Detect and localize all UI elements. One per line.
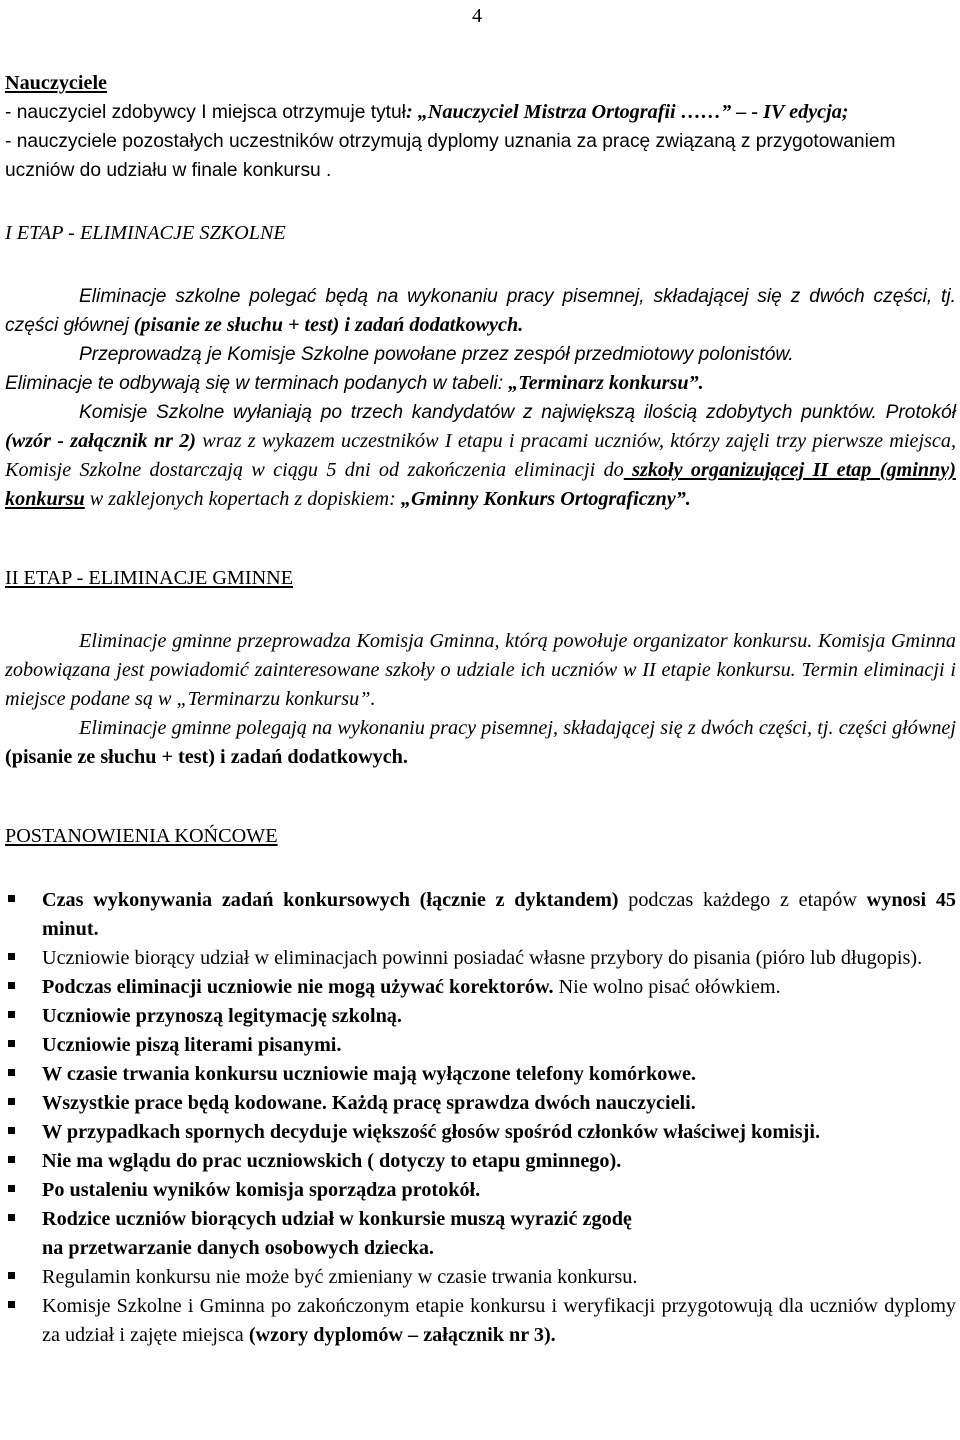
list-item: Nie ma wglądu do prac uczniowskich ( dotyczy to etapu gminnego). — [5, 1147, 956, 1176]
list-item: Uczniowie piszą literami pisanymi. — [5, 1031, 956, 1060]
bullet-square-icon — [8, 1040, 15, 1047]
etap1-title: I ETAP - ELIMINACJE SZKOLNE — [5, 222, 286, 244]
bullet-square-icon — [8, 1156, 15, 1163]
page-number: 4 — [472, 5, 483, 27]
bullet-square-icon — [8, 953, 15, 960]
list-item: Uczniowie przynoszą legitymację szkolną. — [5, 1002, 956, 1031]
bullet-square-icon — [8, 1272, 15, 1279]
document-body — [5, 69, 956, 1350]
etap1-paragraph-1: Eliminacje szkolne polegać będą na wykonaniu pracy pisemnej, składającej się z dwóch części, tj. części głównej (pisanie ze słuchu + test) i zadań dodatkowych. — [5, 286, 956, 336]
bullet-square-icon — [8, 1069, 15, 1076]
bullet-square-icon — [8, 1214, 15, 1221]
bullet-square-icon — [8, 895, 15, 902]
list-item: Uczniowie biorący udział w eliminacjach powinni posiadać własne przybory do pisania (pióro lub długopis). — [5, 944, 956, 973]
etap1-paragraph-2: Przeprowadzą je Komisje Szkolne powołane przez zespół przedmiotowy polonistów. — [79, 344, 794, 365]
list-item: W przypadkach spornych decyduje większość głosów spośród członków właściwej komisji. — [5, 1118, 956, 1147]
list-item: Rodzice uczniów biorących udział w konkursie muszą wyrazić zgodę na przetwarzanie danych osobowych dziecka. — [5, 1205, 956, 1263]
etap2-paragraph-1: Eliminacje gminne przeprowadza Komisja Gminna, którą powołuje organizator konkursu. Komisja Gminna zobowiązana jest powiadomić zainteresowane szkoły o udziale ich uczniów w II etapie konkursu. Termin eliminacji i miejsce podane są w „Terminarzu konkursu”. — [5, 630, 956, 710]
bullet-square-icon — [8, 1011, 15, 1018]
etap2-title: II ETAP - ELIMINACJE GMINNE — [5, 567, 294, 589]
list-item: Podczas eliminacji uczniowie nie mogą używać korektorów. Nie wolno pisać ołówkiem. — [5, 973, 956, 1002]
list-item: Czas wykonywania zadań konkursowych (łącznie z dyktandem) podczas każdego z etapów wynosi 45 minut. — [5, 886, 956, 944]
final-rules-list — [5, 886, 956, 1350]
list-item: Komisje Szkolne i Gminna po zakończonym etapie konkursu i weryfikacji przygotowują dla uczniów dyplomy za udział i zajęte miejsca (wzory dyplomów – załącznik nr 3). — [5, 1292, 956, 1350]
list-item: Wszystkie prace będą kodowane. Każdą pracę sprawdza dwóch nauczycieli. — [5, 1089, 956, 1118]
final-title: POSTANOWIENIA KOŃCOWE — [5, 825, 278, 847]
teachers-heading: Nauczyciele — [5, 72, 108, 94]
etap2-paragraph-2: Eliminacje gminne polegają na wykonaniu pracy pisemnej, składającej się z dwóch części, tj. części głównej (pisanie ze słuchu + test) i zadań dodatkowych. — [5, 717, 956, 768]
bullet-square-icon — [8, 982, 15, 989]
list-item: Regulamin konkursu nie może być zmieniany w czasie trwania konkursu. — [5, 1263, 956, 1292]
list-item: W czasie trwania konkursu uczniowie mają wyłączone telefony komórkowe. — [5, 1060, 956, 1089]
bullet-square-icon — [8, 1127, 15, 1134]
bullet-square-icon — [8, 1185, 15, 1192]
etap1-paragraph-3: Eliminacje te odbywają się w terminach podanych w tabeli: „Terminarz konkursu”. — [5, 372, 704, 394]
list-item: Po ustaleniu wyników komisja sporządza protokół. — [5, 1176, 956, 1205]
bullet-square-icon — [8, 1098, 15, 1105]
teachers-line-2: - nauczyciele pozostałych uczestników otrzymują dyplomy uznania za pracę związaną z przygotowaniem uczniów do udziału w finale konkursu . — [5, 131, 896, 181]
teachers-line-1: - nauczyciel zdobywcy I miejsca otrzymuje tytuł: „Nauczyciel Mistrza Ortografii ……” – - IV edycja; — [5, 101, 849, 123]
organizing-school: szkoły organizującej II etap (gminny) konkursu — [5, 459, 956, 510]
bullet-square-icon — [8, 1301, 15, 1308]
etap1-paragraph-4: Komisje Szkolne wyłaniają po trzech kandydatów z największą ilością zdobytych punktów. Protokół (wzór - załącznik nr 2) wraz z wykazem uczestników I etapu i pracami uczniów, którzy zajęli trzy pierwsze miejsca, Komisje Szkolne dostarczają w ciągu 5 dni od zakończenia eliminacji do szkoły organizującej II etap (gminny) konkursu w zaklejonych kopertach z dopiskiem: „Gminny Konkurs Ortograficzny”. — [5, 402, 957, 510]
